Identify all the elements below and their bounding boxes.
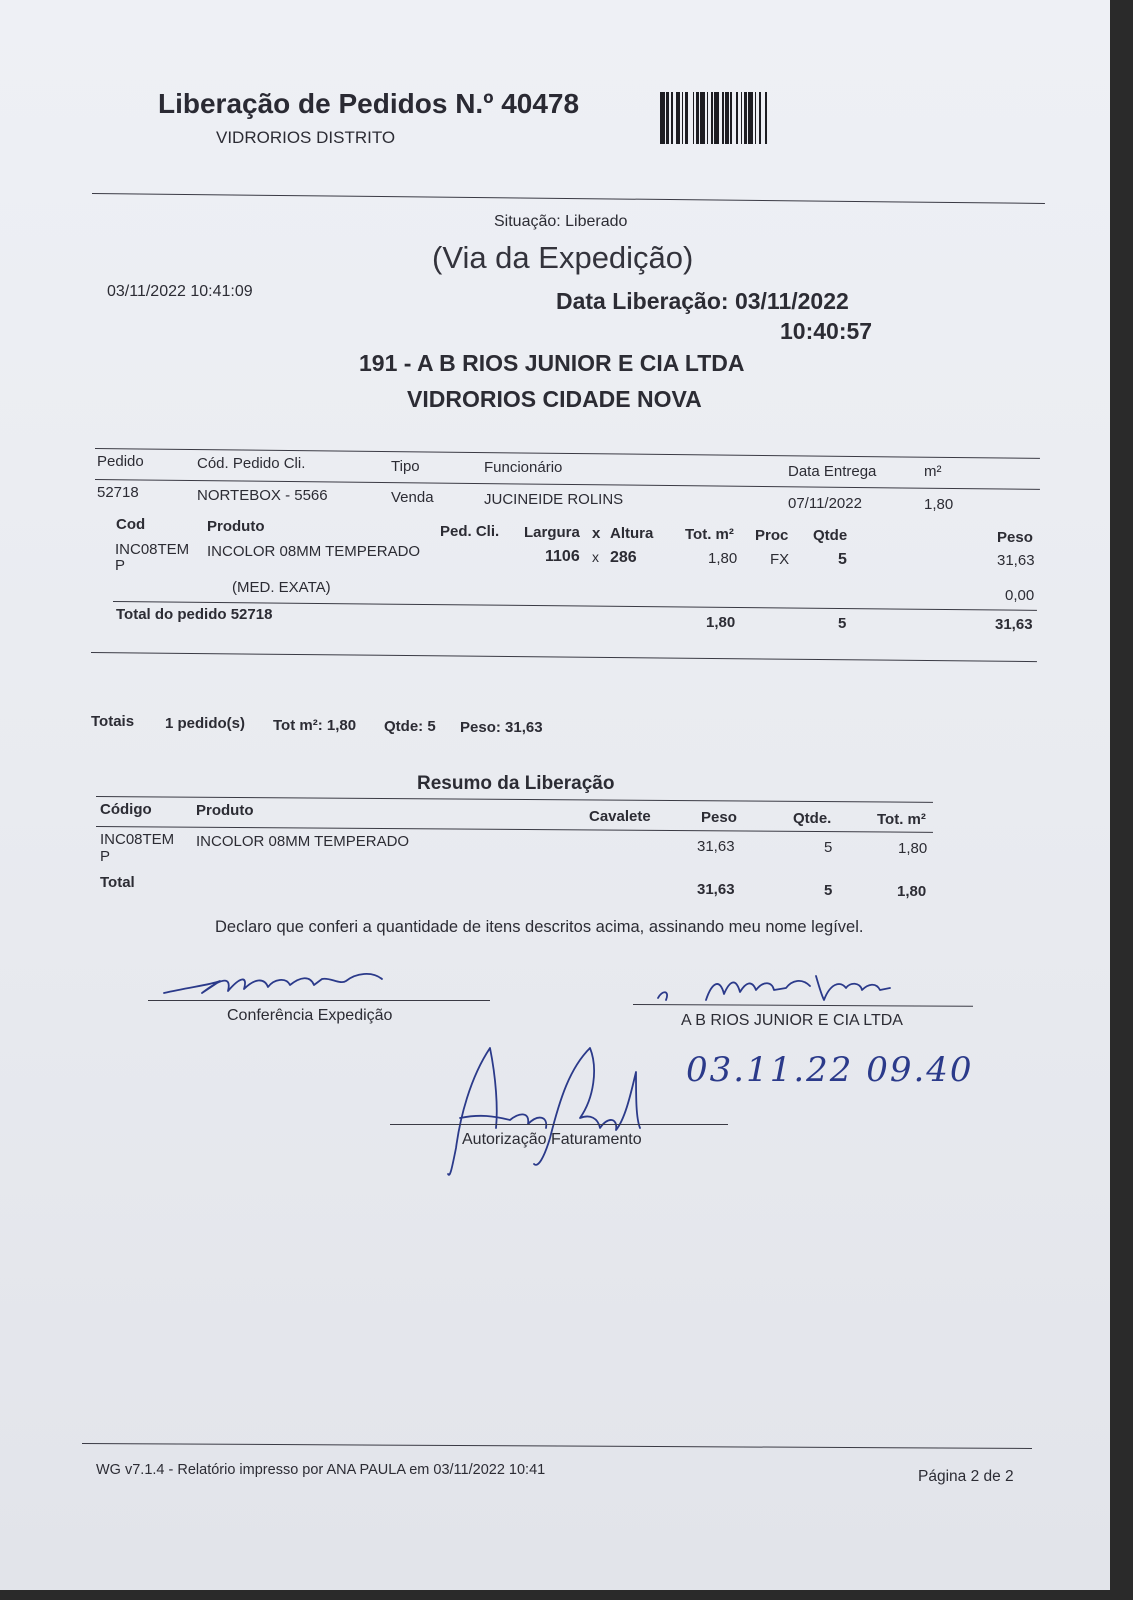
barcode-bar [700, 92, 705, 144]
signature-client [640, 960, 940, 1010]
header-cod-pedido-cli: Cód. Pedido Cli. [197, 455, 306, 472]
summary-total-tot-m2: 1,80 [897, 883, 927, 900]
barcode-bar [714, 92, 719, 144]
document-title: Liberação de Pedidos N.º 40478 [158, 88, 580, 119]
barcode-bar [685, 92, 688, 144]
summary-codigo-line2: P [100, 848, 111, 865]
summary-header-tot-m2: Tot. m² [877, 811, 926, 828]
footer-printed-by: WG v7.1.4 - Relatório impresso por ANA PAULA em 03/11/2022 10:41 [96, 1462, 546, 1478]
row-data-entrega: 07/11/2022 [788, 495, 862, 512]
row-tipo: Venda [391, 489, 434, 506]
summary-header-qtde: Qtde. [793, 810, 832, 827]
summary-codigo-line1: INC08TEM [100, 831, 175, 848]
item-x: x [592, 549, 599, 565]
barcode [660, 92, 828, 144]
totals-pedidos: 1 pedido(s) [165, 715, 246, 732]
order-total-label: Total do pedido 52718 [116, 606, 273, 623]
barcode-bar [671, 92, 673, 144]
item-cod-line1: INC08TEM [115, 541, 190, 558]
barcode-bar [730, 92, 732, 144]
summary-header-peso: Peso [701, 809, 737, 826]
conferencia-line [148, 1000, 490, 1001]
summary-total-qtde: 5 [824, 882, 833, 899]
summary-title: Resumo da Liberação [417, 773, 615, 794]
conferencia-label: Conferência Expedição [227, 1007, 393, 1024]
summary-peso: 31,63 [697, 838, 735, 855]
summary-total-peso: 31,63 [697, 881, 735, 898]
printed-at: 03/11/2022 10:41:09 [107, 283, 253, 300]
totals-label: Totais [91, 713, 135, 730]
item-header-qtde: Qtde [813, 527, 848, 544]
row-funcionario: JUCINEIDE ROLINS [484, 491, 624, 508]
item-header-produto: Produto [207, 518, 265, 535]
item-peso: 31,63 [997, 552, 1035, 569]
row-cod-pedido-cli: NORTEBOX - 5566 [197, 487, 328, 504]
item-cod-line2: P [115, 557, 126, 574]
handwritten-date: 03.11.22 09.40 [686, 1050, 974, 1090]
barcode-bar [676, 92, 681, 144]
summary-header-codigo: Código [100, 801, 152, 818]
item-produto: INCOLOR 08MM TEMPERADO [207, 543, 421, 560]
company-name: VIDRORIOS DISTRITO [216, 128, 396, 147]
client-branch: VIDRORIOS CIDADE NOVA [407, 386, 702, 412]
summary-total-label: Total [100, 874, 135, 891]
copy-type: (Via da Expedição) [432, 240, 694, 275]
footer-page-number: Página 2 de 2 [918, 1468, 1014, 1485]
signature-conferencia [150, 955, 490, 1005]
barcode-bar [725, 92, 728, 144]
autorizacao-label: Autorização Faturamento [462, 1131, 642, 1148]
barcode-bar [722, 92, 724, 144]
summary-produto: INCOLOR 08MM TEMPERADO [196, 833, 410, 850]
item-header-ped-cli: Ped. Cli. [440, 523, 500, 540]
header-data-entrega: Data Entrega [788, 463, 877, 480]
order-total-qtde: 5 [838, 615, 847, 632]
summary-header-produto: Produto [196, 802, 254, 819]
totals-m2: Tot m²: 1,80 [273, 717, 357, 734]
header-pedido: Pedido [97, 453, 144, 470]
item-header-cod: Cod [116, 516, 146, 533]
row-pedido: 52718 [97, 484, 139, 501]
barcode-bar [660, 92, 665, 144]
summary-header-cavalete: Cavalete [589, 808, 651, 825]
item-altura: 286 [610, 549, 637, 566]
item-header-x: x [592, 525, 601, 542]
client-label: A B RIOS JUNIOR E CIA LTDA [681, 1012, 903, 1029]
barcode-bar [736, 92, 738, 144]
item-note-peso: 0,00 [1005, 587, 1035, 604]
status-text: Situação: Liberado [494, 213, 628, 230]
barcode-bar [682, 92, 684, 144]
barcode-bar [707, 92, 709, 144]
autorizacao-line [390, 1124, 728, 1125]
header-divider [92, 193, 1045, 204]
declaration-text: Declaro que conferi a quantidade de itens descritos acima, assinando meu nome legível. [215, 918, 864, 936]
item-largura: 1106 [545, 548, 580, 565]
barcode-bar [666, 92, 669, 144]
barcode-bar [748, 92, 753, 144]
row-m2: 1,80 [924, 496, 954, 513]
order-table-bottom-rule [91, 652, 1037, 662]
header-funcionario: Funcionário [484, 459, 563, 476]
release-time: 10:40:57 [780, 318, 873, 344]
header-tipo: Tipo [391, 458, 420, 475]
order-total-peso: 31,63 [995, 616, 1033, 633]
release-date: Data Liberação: 03/11/2022 [556, 288, 849, 314]
item-note: (MED. EXATA) [232, 579, 331, 596]
barcode-bar [711, 92, 713, 144]
barcode-bar [744, 92, 747, 144]
barcode-bar [693, 92, 695, 144]
totals-qtde: Qtde: 5 [384, 718, 436, 735]
barcode-bar [696, 92, 699, 144]
order-total-m2: 1,80 [706, 614, 736, 631]
client-name: 191 - A B RIOS JUNIOR E CIA LTDA [359, 350, 745, 376]
barcode-bar [765, 92, 767, 144]
item-header-proc: Proc [755, 527, 789, 544]
item-header-largura: Largura [524, 524, 580, 541]
header-m2: m² [924, 463, 942, 480]
item-tot-m2: 1,80 [708, 550, 738, 567]
barcode-bar [755, 92, 757, 144]
totals-peso: Peso: 31,63 [460, 719, 543, 736]
summary-tot-m2: 1,80 [898, 840, 928, 857]
barcode-bar [759, 92, 761, 144]
item-header-peso: Peso [997, 529, 1033, 546]
item-proc: FX [770, 551, 790, 568]
signature-autorizacao [430, 1038, 670, 1188]
summary-qtde: 5 [824, 839, 833, 856]
barcode-bar [741, 92, 743, 144]
summary-header-rule [96, 826, 933, 833]
item-header-altura: Altura [610, 525, 654, 542]
item-header-tot-m2: Tot. m² [685, 526, 734, 543]
footer-rule [82, 1443, 1032, 1449]
item-qtde: 5 [838, 551, 847, 568]
